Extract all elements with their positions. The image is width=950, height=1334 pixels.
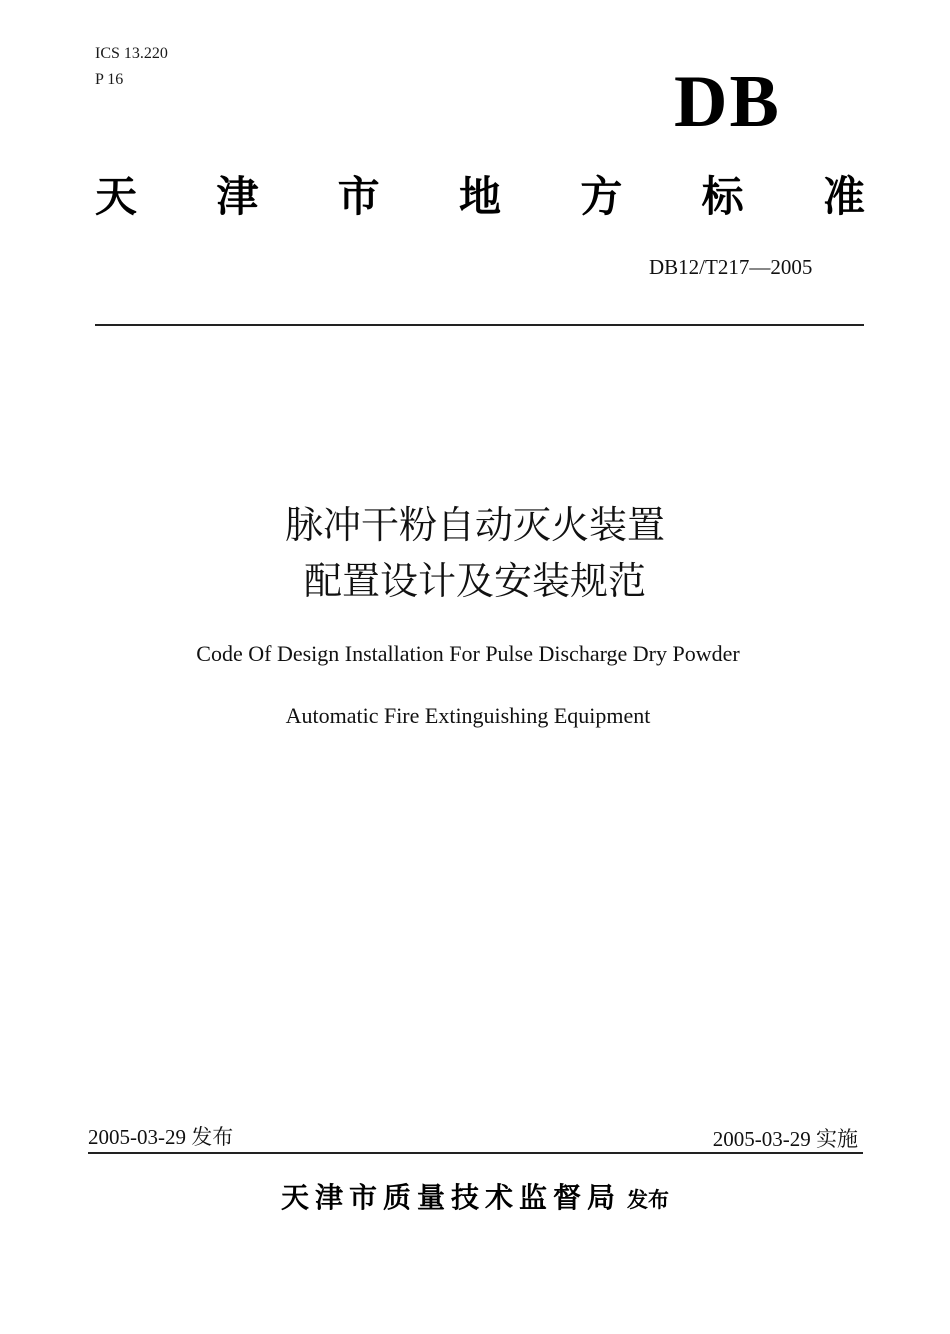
title-english-line-1: Code Of Design Installation For Pulse Discharge Dry Powder <box>196 641 740 666</box>
top-divider <box>95 324 864 326</box>
classification-code: P 16 <box>95 71 124 88</box>
standard-type-char: 标 <box>701 172 744 221</box>
publisher-organization: 天津市质量技术监督局 <box>280 1181 621 1214</box>
title-chinese-line-2: 配置设计及安装规范 <box>303 559 646 603</box>
issue-date: 2005-03-29 发布 <box>88 1125 234 1149</box>
standard-type-char: 天 <box>95 172 138 221</box>
standard-type-char: 准 <box>822 172 865 221</box>
standard-type-char: 市 <box>337 172 380 221</box>
standard-type-char: 方 <box>580 172 623 221</box>
bottom-divider <box>88 1152 863 1154</box>
standard-number: DB12/T217—2005 <box>649 255 813 279</box>
publisher-verb: 发布 <box>627 1188 669 1212</box>
standard-type-char: 地 <box>458 172 501 221</box>
implementation-date: 2005-03-29 实施 <box>712 1127 858 1151</box>
standard-type-char: 津 <box>216 172 259 221</box>
title-chinese-line-1: 脉冲干粉自动灭火装置 <box>284 503 665 547</box>
ics-code: ICS 13.220 <box>95 45 168 62</box>
title-english-line-2: Automatic Fire Extinguishing Equipment <box>285 703 651 728</box>
db-logo: DB <box>674 61 781 143</box>
standard-type-heading <box>95 172 865 222</box>
publisher-line <box>0 1178 950 1220</box>
